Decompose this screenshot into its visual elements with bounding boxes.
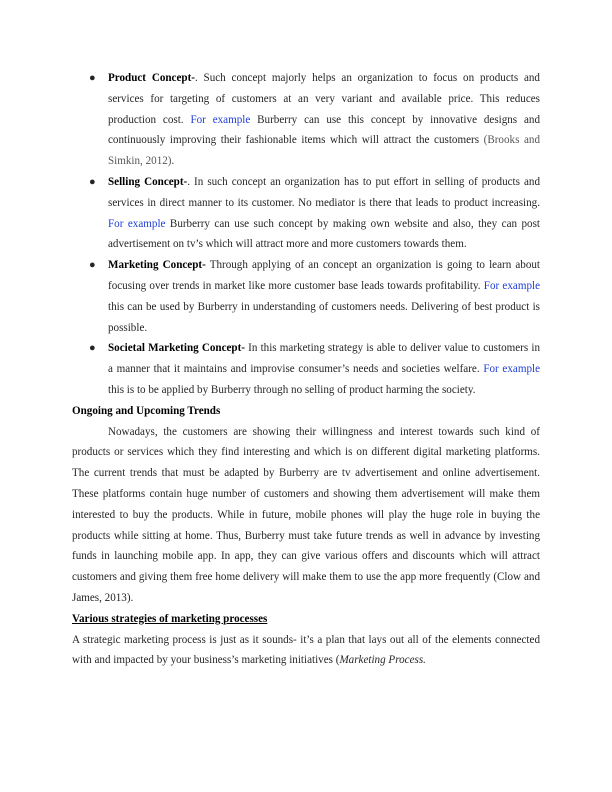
- item-text: this is to be applied by Burberry through no selling of product harming the society.: [108, 383, 476, 396]
- section-heading-trends: Ongoing and Upcoming Trends: [72, 404, 221, 417]
- bullet-icon: ●: [89, 342, 96, 355]
- concept-list: [72, 68, 540, 401]
- trends-paragraph: Nowadays, the customers are showing their willingness and interest towards such kind of products or services which they find interesting and which is on different digital marketing platforms. The current trends that must be adapted by Burberry are tv advertisement and online advertisement. These platforms contain huge number of customers and showing them advertisement will make them interested to buy the products. While in future, mobile phones will play the huge role in buying the products while sitting at home. Thus, Burberry must take future trends as well in advance by investing funds in launching mobile app. In app, they can give various offers and discounts which will attract customers and giving them free home delivery will make them to use the app more frequently (Clow and James, 2013).: [72, 425, 540, 604]
- term-label: Selling Concept-: [108, 175, 188, 188]
- paragraph-text: A strategic marketing process is just as it sounds- it’s a plan that lays out all of the elements connected with and impacted by your business’s marketing initiatives (: [72, 633, 540, 667]
- item-text: . Such concept majorly helps an organization to focus on products and services for targeting of customers at an very variant and available price. This reduces production cost.: [108, 72, 540, 126]
- bullet-icon: ●: [89, 175, 96, 188]
- bullet-icon: ●: [89, 72, 96, 84]
- item-text: Through applying of an concept an organization is going to learn about focusing over trends in market like more customer base leads towards profitability.: [108, 259, 540, 292]
- list-item-marketing-concept: [72, 255, 540, 338]
- term-label: Societal Marketing Concept-: [108, 342, 245, 355]
- example-phrase: For example: [483, 279, 540, 292]
- example-phrase: For example: [483, 363, 540, 376]
- list-item-societal-marketing-concept: [72, 338, 540, 400]
- italic-reference: Marketing Process.: [339, 654, 426, 667]
- strategies-paragraph: [72, 630, 540, 672]
- item-text: . In such concept an organization has to put effort in selling of products and services in direct manner to its customer. No mediator is there that leads to product increasing.: [108, 175, 541, 209]
- item-text: .: [171, 155, 175, 168]
- list-item-product-concept: [72, 68, 540, 172]
- term-label: Product Concept-: [108, 72, 195, 84]
- item-text: In this marketing strategy is able to deliver value to customers in a manner that it maintains and improvise consumer’s needs and societies welfare.: [108, 342, 540, 376]
- term-label: Marketing Concept-: [108, 259, 206, 272]
- section-heading-strategies: Various strategies of marketing processes: [72, 612, 268, 625]
- bullet-icon: ●: [89, 259, 96, 272]
- item-text: this can be used by Burberry in understanding of customers needs. Delivering of best product is possible.: [108, 300, 540, 334]
- document-page: [72, 68, 540, 671]
- example-phrase: For example: [108, 217, 166, 230]
- example-phrase: For example: [190, 113, 251, 126]
- item-text: Burberry can use this concept by innovative designs and continuously improving their fashionable items which will attract the customers: [108, 113, 541, 147]
- item-text: Burberry can use such concept by making own website and also, they can post advertisement on tv’s which will attract more and more customers towards them.: [108, 217, 540, 251]
- citation: (Brooks and Simkin, 2012): [108, 134, 541, 168]
- list-item-selling-concept: [72, 172, 540, 255]
